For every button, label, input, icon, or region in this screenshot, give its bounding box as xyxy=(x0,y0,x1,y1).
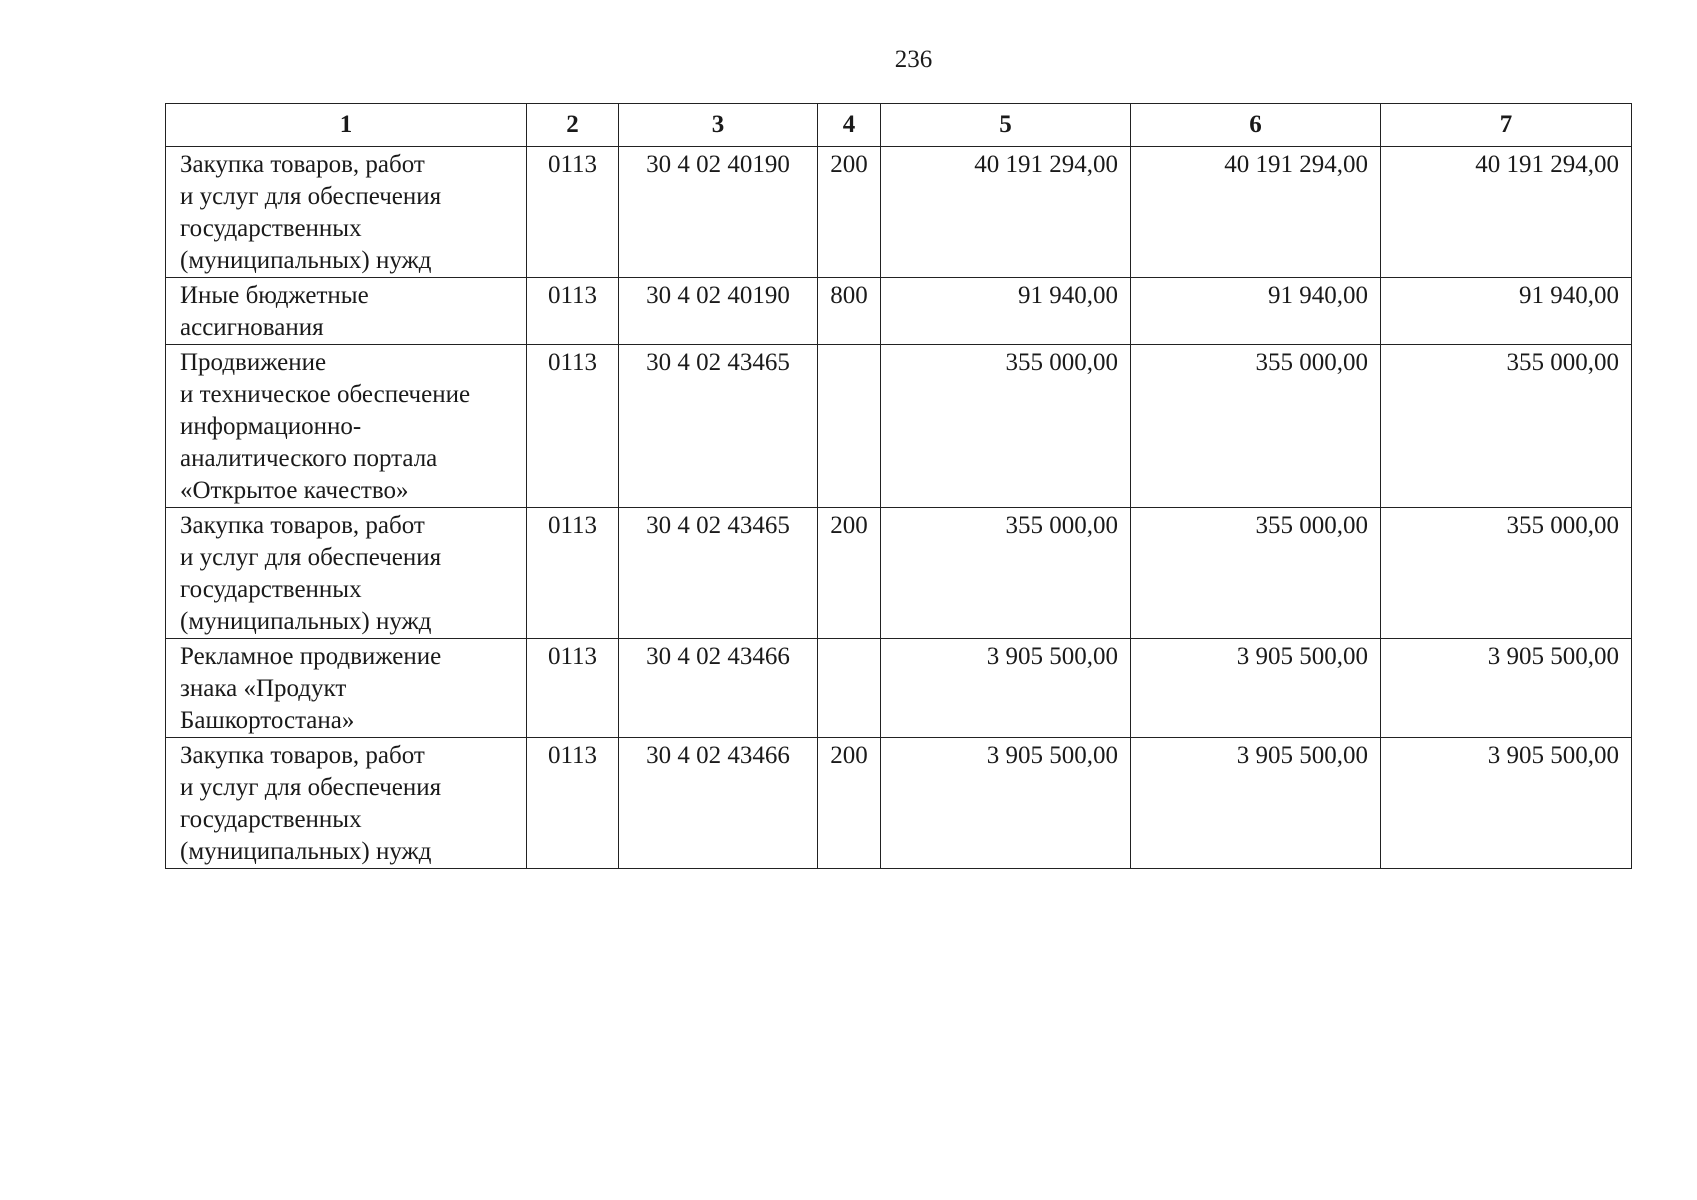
table-row xyxy=(166,345,1632,508)
row-name-line: (муниципальных) нужд xyxy=(180,608,432,635)
expense-type-cell: 200 xyxy=(818,738,881,869)
row-name-cell xyxy=(166,147,527,278)
row-name-line: Башкортостана» xyxy=(180,707,355,734)
row-name-line: и услуг для обеспечения xyxy=(180,544,442,571)
row-name-line: (муниципальных) нужд xyxy=(180,838,432,865)
amount-cell-6: 355 000,00 xyxy=(1131,508,1381,639)
amount-cell-6: 91 940,00 xyxy=(1131,278,1381,345)
row-name-line: аналитического портала xyxy=(180,445,438,472)
row-name-line: информационно- xyxy=(180,413,362,440)
row-name-line: Рекламное продвижение xyxy=(180,643,442,670)
amount-cell-5: 40 191 294,00 xyxy=(881,147,1131,278)
target-code-cell: 30 4 02 40190 xyxy=(619,278,818,345)
amount-cell-7: 355 000,00 xyxy=(1381,345,1632,508)
table-row xyxy=(166,147,1632,278)
row-name-line: Закупка товаров, работ xyxy=(180,742,425,769)
amount-cell-6: 3 905 500,00 xyxy=(1131,639,1381,738)
row-name-line: и услуг для обеспечения xyxy=(180,774,442,801)
row-name-cell xyxy=(166,278,527,345)
row-name-cell xyxy=(166,508,527,639)
target-code-cell: 30 4 02 43466 xyxy=(619,738,818,869)
amount-cell-5: 355 000,00 xyxy=(881,508,1131,639)
section-code-cell: 0113 xyxy=(527,738,619,869)
row-name-line: знака «Продукт xyxy=(180,675,347,702)
table-row xyxy=(166,278,1632,345)
row-name-line: Закупка товаров, работ xyxy=(180,151,425,178)
expense-type-cell: 800 xyxy=(818,278,881,345)
row-name-line: Продвижение xyxy=(180,349,327,376)
table-row xyxy=(166,639,1632,738)
expense-type-cell: 200 xyxy=(818,508,881,639)
expense-type-cell xyxy=(818,639,881,738)
amount-cell-6: 40 191 294,00 xyxy=(1131,147,1381,278)
row-name-line: Иные бюджетные xyxy=(180,282,369,309)
column-header-5: 5 xyxy=(881,104,1131,147)
section-code-cell: 0113 xyxy=(527,147,619,278)
amount-cell-5: 91 940,00 xyxy=(881,278,1131,345)
target-code-cell: 30 4 02 40190 xyxy=(619,147,818,278)
row-name-cell xyxy=(166,738,527,869)
target-code-cell: 30 4 02 43465 xyxy=(619,345,818,508)
amount-cell-7: 3 905 500,00 xyxy=(1381,639,1632,738)
row-name-line: государственных xyxy=(180,806,362,833)
row-name-cell xyxy=(166,639,527,738)
row-name-cell xyxy=(166,345,527,508)
target-code-cell: 30 4 02 43465 xyxy=(619,508,818,639)
amount-cell-5: 3 905 500,00 xyxy=(881,738,1131,869)
amount-cell-6: 3 905 500,00 xyxy=(1131,738,1381,869)
amount-cell-7: 355 000,00 xyxy=(1381,508,1632,639)
column-header-2: 2 xyxy=(527,104,619,147)
expense-type-cell: 200 xyxy=(818,147,881,278)
section-code-cell: 0113 xyxy=(527,508,619,639)
row-name-line: и техническое обеспечение xyxy=(180,381,471,408)
column-header-4: 4 xyxy=(818,104,881,147)
amount-cell-7: 40 191 294,00 xyxy=(1381,147,1632,278)
row-name-line: государственных xyxy=(180,215,362,242)
row-name-line: и услуг для обеспечения xyxy=(180,183,442,210)
section-code-cell: 0113 xyxy=(527,278,619,345)
expense-type-cell xyxy=(818,345,881,508)
section-code-cell: 0113 xyxy=(527,345,619,508)
amount-cell-7: 91 940,00 xyxy=(1381,278,1632,345)
column-header-7: 7 xyxy=(1381,104,1632,147)
table-row xyxy=(166,508,1632,639)
section-code-cell: 0113 xyxy=(527,639,619,738)
column-header-1: 1 xyxy=(166,104,527,147)
amount-cell-5: 3 905 500,00 xyxy=(881,639,1131,738)
table-row xyxy=(166,738,1632,869)
amount-cell-5: 355 000,00 xyxy=(881,345,1131,508)
row-name-line: ассигнования xyxy=(180,314,324,341)
page-number: 236 xyxy=(894,46,933,73)
row-name-line: (муниципальных) нужд xyxy=(180,247,432,274)
header-row xyxy=(166,104,1632,147)
column-header-6: 6 xyxy=(1131,104,1381,147)
row-name-line: Закупка товаров, работ xyxy=(180,512,425,539)
target-code-cell: 30 4 02 43466 xyxy=(619,639,818,738)
column-header-3: 3 xyxy=(619,104,818,147)
amount-cell-6: 355 000,00 xyxy=(1131,345,1381,508)
amount-cell-7: 3 905 500,00 xyxy=(1381,738,1632,869)
budget-table xyxy=(165,103,1632,869)
row-name-line: «Открытое качество» xyxy=(180,477,409,504)
row-name-line: государственных xyxy=(180,576,362,603)
